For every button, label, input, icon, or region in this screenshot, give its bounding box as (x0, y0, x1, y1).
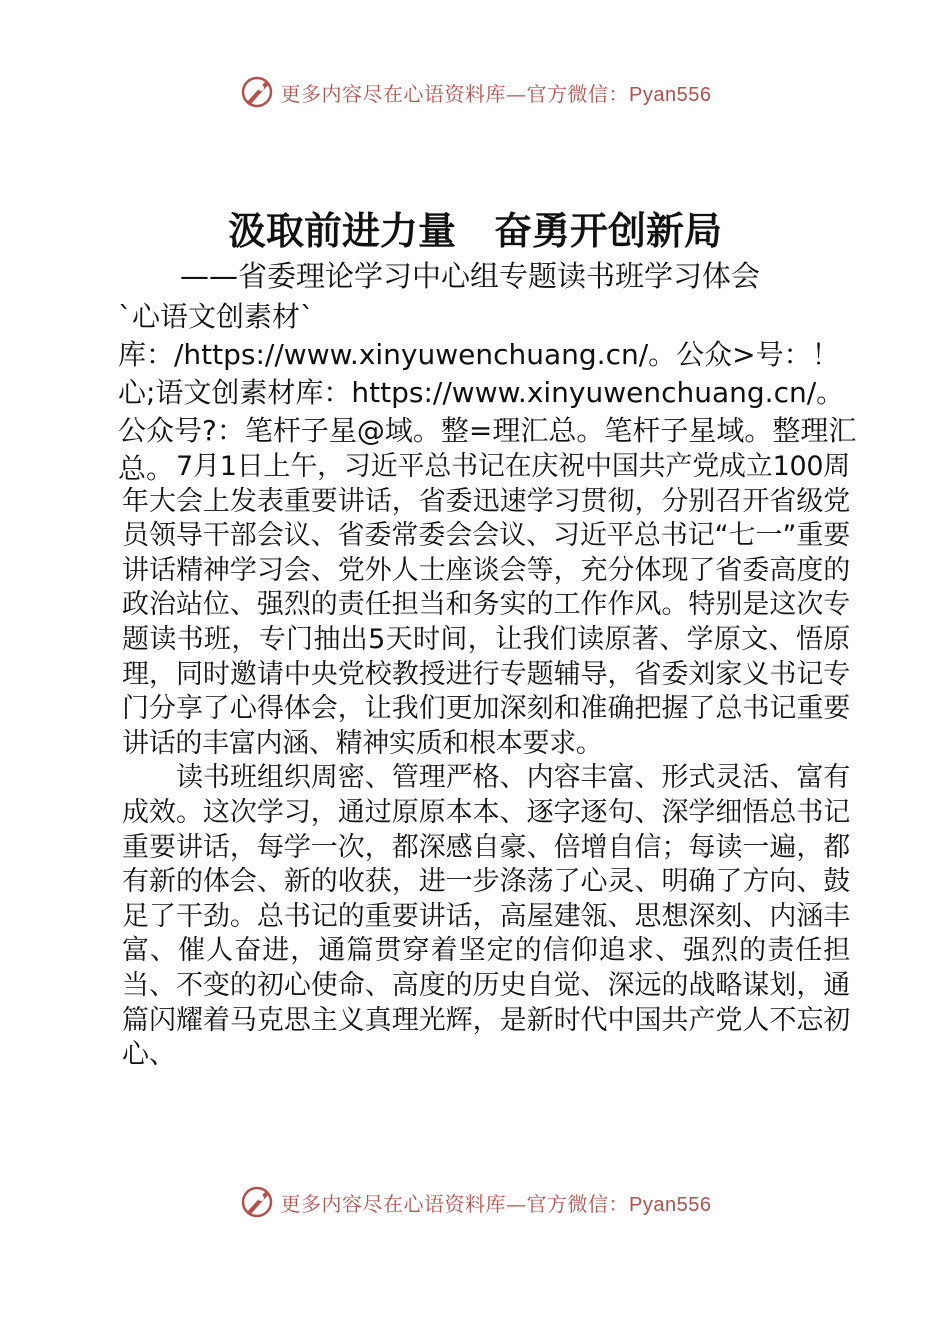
footer-banner (0, 1182, 950, 1222)
header-banner (0, 72, 950, 112)
footer-banner-text: 更多内容尽在心语资料库—官方微信：Pyan556 (280, 1191, 712, 1216)
header-banner-text: 更多内容尽在心语资料库—官方微信：Pyan556 (280, 81, 712, 106)
paragraph: 7月1日上午，习近平总书记在庆祝中国共产党成立100周年大会上发表重要讲话，省委迅速学习贯彻，分别召开省级党员领导干部会议、省委常委会会议、习近平总书记“七一”重要讲话精神学习会、党外人士座谈会等，充分体现了省委高度的政治站位、强烈的责任担当和务实的工作作风。特别是这次专题读书班，专门抽出5天时间，让我们读原著、学原文、悟原理，同时邀请中央党校教授进行专题辅导，省委刘家义书记专门分享了心得体会，让我们更加深刻和准确把握了总书记重要讲话的丰富内涵、精神实质和根本要求。 (122, 451, 850, 759)
paragraph: 读书班组织周密、管理严格、内容丰富、形式灵活、富有成效。这次学习，通过原原本本、逐字逐句、深学细悟总书记重要讲话，每学一次，都深感自豪、倍增自信；每读一遍，都有新的体会、新的收获，进一步涤荡了心灵、明确了方向、鼓足了干劲。总书记的重要讲话，高屋建瓴、思想深刻、内涵丰富、催人奋进，通篇贯穿着坚定的信仰追求、强烈的责任担当、不变的初心使命、高度的历史自觉、深远的战略谋划，通篇闪耀着马克思主义真理光辉，是新时代中国共产党人不忘初心、 (122, 762, 850, 1071)
document-subtitle: ——省委理论学习中心组专题读书班学习体会 (180, 259, 761, 293)
document-title: 汲取前进力量 奋勇开创新局 (227, 208, 722, 253)
pen-nib-logo-icon (239, 74, 275, 110)
document-body (122, 450, 850, 1073)
watermark-text: `心语文创素材`库：/https://www.xinyuwenchuang.cn/。公众>号：！ 心;语文创素材库：https://www.xinyuwenchuang.cn/。公众号?：笔杆子星@域。整=理汇总。笔杆子星域。整理汇总。 (118, 300, 857, 485)
pen-nib-logo-icon (239, 1184, 275, 1220)
